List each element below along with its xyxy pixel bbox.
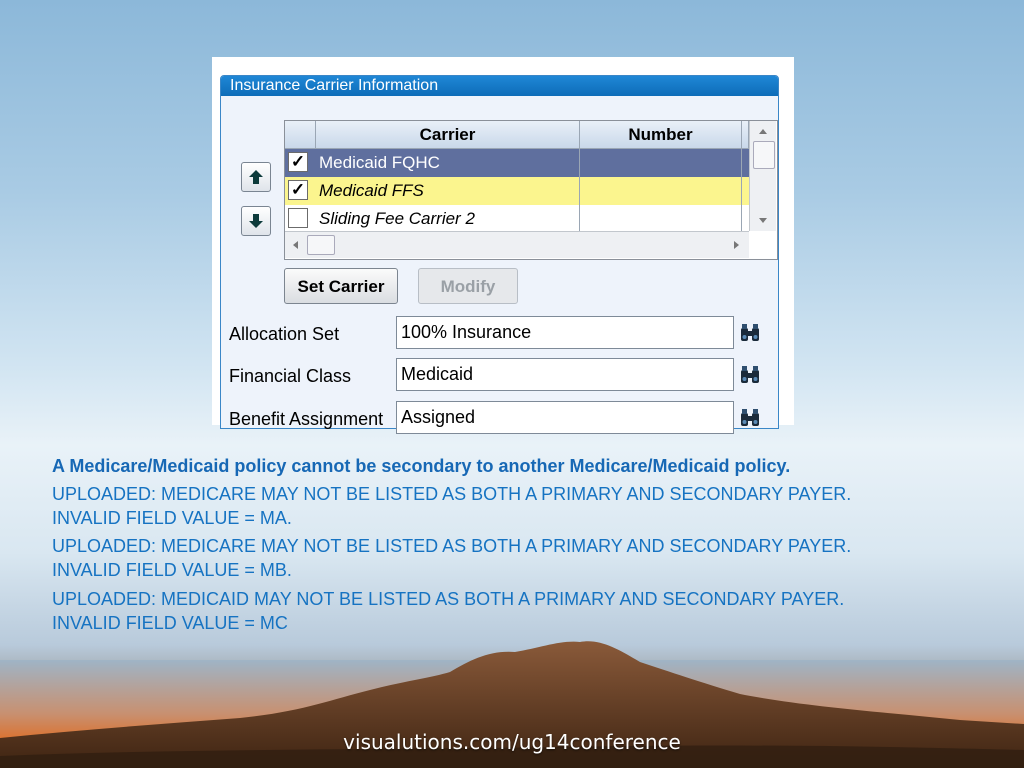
horizontal-scroll-thumb[interactable] [307, 235, 335, 255]
up-arrow-icon [247, 168, 265, 186]
carrier-grid[interactable] [284, 120, 778, 260]
move-down-button[interactable] [241, 206, 271, 236]
notes-heading: A Medicare/Medicaid policy cannot be secondary to another Medicare/Medicaid policy. [52, 456, 791, 476]
down-arrow-icon [247, 212, 265, 230]
checkmark-icon: ✓ [290, 180, 306, 199]
table-row[interactable] [285, 149, 749, 177]
number-cell [580, 205, 742, 233]
scroll-right-icon[interactable] [729, 232, 745, 258]
financial-class-label: Financial Class [229, 366, 352, 386]
grid-header-filler [742, 121, 749, 149]
carrier-cell: Medicaid FFS [316, 177, 580, 205]
move-up-button[interactable] [241, 162, 271, 192]
binoculars-icon[interactable] [739, 322, 761, 344]
grid-corner-header [285, 121, 316, 149]
insurance-carrier-panel [212, 57, 794, 429]
scroll-left-icon[interactable] [287, 232, 303, 258]
vertical-scroll-thumb[interactable] [753, 141, 775, 169]
allocation-set-label: Allocation Set [229, 324, 340, 344]
note-line: UPLOADED: MEDICARE MAY NOT BE LISTED AS BOTH A PRIMARY AND SECONDARY PAYER. [52, 484, 852, 504]
number-cell [580, 149, 742, 177]
column-header-carrier[interactable]: Carrier [316, 121, 580, 149]
row-checkbox[interactable] [288, 208, 308, 228]
row-checkbox[interactable] [288, 180, 308, 200]
footer-url: visualutions.com/ug14conference [343, 730, 681, 754]
scroll-up-icon[interactable] [750, 123, 776, 139]
note-line: UPLOADED: MEDICARE MAY NOT BE LISTED AS BOTH A PRIMARY AND SECONDARY PAYER. [52, 536, 852, 556]
checkmark-icon: ✓ [290, 152, 306, 171]
insurance-carrier-group [220, 75, 779, 429]
note-line: UPLOADED: MEDICAID MAY NOT BE LISTED AS BOTH A PRIMARY AND SECONDARY PAYER. [52, 589, 845, 609]
number-cell [580, 177, 742, 205]
allocation-set-field[interactable]: 100% Insurance [396, 316, 734, 349]
benefit-assignment-label: Benefit Assignment [229, 409, 384, 429]
financial-class-field[interactable]: Medicaid [396, 358, 734, 391]
benefit-assignment-field[interactable]: Assigned [396, 401, 734, 434]
column-header-number[interactable]: Number [580, 121, 742, 149]
table-row[interactable] [285, 177, 749, 205]
horizontal-scrollbar[interactable] [285, 231, 749, 258]
row-checkbox[interactable] [288, 152, 308, 172]
table-row[interactable] [285, 205, 749, 233]
vertical-scrollbar[interactable] [749, 121, 776, 231]
note-line: INVALID FIELD VALUE = MB. [52, 560, 292, 580]
group-title: Insurance Carrier Information [221, 76, 778, 96]
note-line: INVALID FIELD VALUE = MA. [52, 508, 292, 528]
binoculars-icon[interactable] [739, 407, 761, 429]
carrier-cell: Sliding Fee Carrier 2 [316, 205, 580, 233]
set-carrier-button[interactable]: Set Carrier [284, 268, 398, 304]
note-line: INVALID FIELD VALUE = MC [52, 613, 288, 633]
binoculars-icon[interactable] [739, 364, 761, 386]
scroll-down-icon[interactable] [750, 213, 776, 229]
modify-button[interactable]: Modify [418, 268, 518, 304]
carrier-cell: Medicaid FQHC [316, 149, 580, 177]
